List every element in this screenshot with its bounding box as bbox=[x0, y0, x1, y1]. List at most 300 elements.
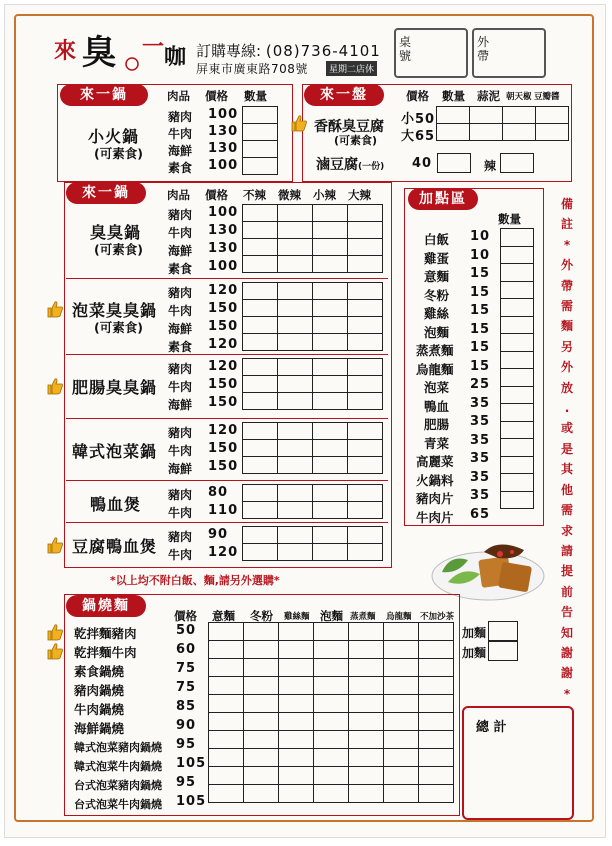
noodle-option-cell[interactable] bbox=[279, 749, 314, 767]
noodle-option-cell[interactable] bbox=[244, 767, 279, 785]
spice-cell[interactable] bbox=[278, 393, 313, 410]
noodle-item-name: 豬肉鍋燒 bbox=[74, 683, 125, 698]
big-pot-item-note: (可素食) bbox=[94, 320, 143, 335]
addon-item-name: 高麗菜 bbox=[416, 454, 454, 469]
spice-cell[interactable] bbox=[313, 317, 348, 334]
spice-cell[interactable] bbox=[348, 283, 383, 300]
spice-cell[interactable] bbox=[278, 502, 313, 519]
noodle-option-cell[interactable] bbox=[384, 731, 419, 749]
big-pot-meat: 豬肉 bbox=[168, 286, 193, 300]
noodle-option-cell[interactable] bbox=[384, 713, 419, 731]
plate-item1-price-small: 小50 bbox=[401, 112, 436, 127]
addon-qty-grid bbox=[500, 228, 534, 509]
spice-cell[interactable] bbox=[313, 457, 348, 474]
spice-cell[interactable] bbox=[313, 334, 348, 351]
noodle-option-cell[interactable] bbox=[314, 641, 349, 659]
spice-cell[interactable] bbox=[313, 283, 348, 300]
big-pot-price: 110 bbox=[208, 503, 239, 518]
addon-item-name: 蒸煮麵 bbox=[416, 343, 454, 358]
noodle-option-cell[interactable] bbox=[314, 731, 349, 749]
qty-cell[interactable] bbox=[243, 124, 278, 141]
plate-header-bean-paste: 豆瓣醬 bbox=[534, 92, 560, 102]
noodle-option-cell[interactable] bbox=[279, 767, 314, 785]
big-pot-header-light: 小辣 bbox=[313, 188, 336, 202]
noodle-option-cell[interactable] bbox=[209, 623, 244, 641]
noodle-option-cell[interactable] bbox=[244, 677, 279, 695]
side-note-char: 告 bbox=[560, 605, 573, 620]
spice-cell[interactable] bbox=[243, 527, 278, 544]
spice-cell[interactable] bbox=[243, 393, 278, 410]
noodle-item-price: 95 bbox=[176, 737, 197, 752]
noodle-grid bbox=[208, 622, 454, 803]
big-pot-price: 120 bbox=[208, 359, 239, 374]
extra-noodle-label-2: 加麵 bbox=[462, 646, 487, 660]
spice-cell[interactable] bbox=[243, 317, 278, 334]
qty-cell[interactable] bbox=[501, 386, 534, 404]
noodle-option-cell[interactable] bbox=[209, 785, 244, 803]
noodle-option-cell[interactable] bbox=[349, 749, 384, 767]
spice-cell[interactable] bbox=[348, 334, 383, 351]
noodle-option-cell[interactable] bbox=[209, 749, 244, 767]
noodle-option-cell[interactable] bbox=[279, 695, 314, 713]
thumbs-up-icon bbox=[46, 377, 64, 395]
spice-cell[interactable] bbox=[243, 440, 278, 457]
spice-cell[interactable] bbox=[313, 256, 348, 273]
small-pot-price: 100 bbox=[208, 158, 239, 173]
noodle-option-cell[interactable] bbox=[349, 623, 384, 641]
spice-cell[interactable] bbox=[278, 205, 313, 222]
noodle-option-cell[interactable] bbox=[419, 713, 454, 731]
big-pot-divider bbox=[66, 354, 388, 355]
spice-cell[interactable] bbox=[243, 300, 278, 317]
addon-item-price: 15 bbox=[470, 266, 491, 281]
big-pot-divider bbox=[66, 480, 388, 481]
noodle-option-cell[interactable] bbox=[244, 641, 279, 659]
noodle-option-cell[interactable] bbox=[314, 749, 349, 767]
noodle-item-name: 韓式泡菜牛肉鍋燒 bbox=[74, 760, 162, 773]
big-pot-header-mild: 不辣 bbox=[243, 188, 266, 202]
noodle-item-price: 50 bbox=[176, 623, 197, 638]
branch-badge: 星期二店休 bbox=[326, 61, 377, 76]
noodle-option-cell[interactable] bbox=[314, 695, 349, 713]
spice-cell[interactable] bbox=[348, 376, 383, 393]
qty-cell[interactable] bbox=[501, 316, 534, 334]
spice-cell[interactable] bbox=[348, 423, 383, 440]
big-pot-header-slight: 微辣 bbox=[278, 188, 301, 202]
noodle-option-cell[interactable] bbox=[314, 713, 349, 731]
plate-header-qty: 數量 bbox=[442, 89, 465, 103]
noodle-option-cell[interactable] bbox=[349, 659, 384, 677]
noodle-option-cell[interactable] bbox=[349, 767, 384, 785]
big-pot-price: 90 bbox=[208, 527, 229, 542]
big-pot-meat: 素食 bbox=[168, 340, 193, 354]
option-cell[interactable] bbox=[536, 124, 569, 141]
small-pot-meat: 海鮮 bbox=[168, 144, 193, 158]
qty-cell[interactable] bbox=[501, 264, 534, 282]
noodle-option-cell[interactable] bbox=[349, 731, 384, 749]
noodle-header: 泡麵 bbox=[320, 609, 343, 623]
side-note-char: 外 bbox=[560, 360, 573, 375]
thumbs-up-icon bbox=[290, 114, 308, 132]
noodle-option-cell[interactable] bbox=[244, 695, 279, 713]
noodle-item-name: 韓式泡菜豬肉鍋燒 bbox=[74, 741, 162, 754]
spice-cell[interactable] bbox=[243, 376, 278, 393]
plate-item2-qty-box[interactable] bbox=[437, 153, 471, 173]
noodle-option-cell[interactable] bbox=[244, 659, 279, 677]
noodle-option-cell[interactable] bbox=[279, 641, 314, 659]
big-pot-price: 150 bbox=[208, 301, 239, 316]
table-number-box[interactable] bbox=[394, 28, 468, 78]
noodle-option-cell[interactable] bbox=[244, 731, 279, 749]
extra-noodle-box-2[interactable] bbox=[488, 641, 518, 661]
spice-cell[interactable] bbox=[243, 205, 278, 222]
svg-text:一: 一 bbox=[142, 34, 165, 60]
spice-cell[interactable] bbox=[278, 485, 313, 502]
noodle-option-cell[interactable] bbox=[419, 767, 454, 785]
noodle-option-cell[interactable] bbox=[384, 677, 419, 695]
noodle-option-cell[interactable] bbox=[209, 677, 244, 695]
addon-item-price: 15 bbox=[470, 284, 491, 300]
plate-item1-price-large: 大65 bbox=[401, 129, 436, 144]
option-cell[interactable] bbox=[536, 107, 569, 124]
spice-cell[interactable] bbox=[278, 527, 313, 544]
spice-cell[interactable] bbox=[348, 222, 383, 239]
spice-cell[interactable] bbox=[243, 222, 278, 239]
spice-cell[interactable] bbox=[278, 283, 313, 300]
big-pot-meat: 牛肉 bbox=[168, 304, 193, 318]
spice-cell[interactable] bbox=[313, 440, 348, 457]
spice-cell[interactable] bbox=[348, 300, 383, 317]
spice-cell[interactable] bbox=[243, 239, 278, 256]
spice-cell[interactable] bbox=[278, 222, 313, 239]
small-pot-header-price: 價格 bbox=[205, 89, 228, 103]
noodle-option-cell[interactable] bbox=[279, 785, 314, 803]
small-pot-meat: 素食 bbox=[168, 161, 193, 175]
spice-cell[interactable] bbox=[243, 485, 278, 502]
spice-cell[interactable] bbox=[278, 256, 313, 273]
noodle-option-cell[interactable] bbox=[419, 695, 454, 713]
spice-cell[interactable] bbox=[348, 317, 383, 334]
extra-noodle-box-1[interactable] bbox=[488, 621, 518, 641]
spice-cell[interactable] bbox=[243, 334, 278, 351]
big-pot-meat: 豬肉 bbox=[168, 488, 193, 502]
option-cell[interactable] bbox=[470, 124, 503, 141]
plate-header-price: 價格 bbox=[406, 89, 429, 103]
noodle-option-cell[interactable] bbox=[209, 767, 244, 785]
noodle-option-cell[interactable] bbox=[419, 785, 454, 803]
spice-cell[interactable] bbox=[278, 317, 313, 334]
plate-item1-name: 香酥臭豆腐 bbox=[314, 119, 384, 135]
big-pot-title: 來一鍋 bbox=[66, 182, 146, 204]
spice-cell[interactable] bbox=[348, 485, 383, 502]
qty-cell[interactable] bbox=[437, 124, 470, 141]
addon-item-price: 15 bbox=[470, 303, 491, 318]
noodle-option-cell[interactable] bbox=[349, 785, 384, 803]
noodle-option-cell[interactable] bbox=[314, 785, 349, 803]
qty-cell[interactable] bbox=[243, 141, 278, 158]
big-pot-price: 150 bbox=[208, 395, 239, 410]
addon-item-price: 35 bbox=[470, 432, 491, 448]
addon-item-name: 火鍋料 bbox=[416, 472, 454, 488]
takeout-label: 外帶 bbox=[477, 35, 490, 63]
spice-cell[interactable] bbox=[313, 359, 348, 376]
noodle-option-cell[interactable] bbox=[244, 749, 279, 767]
noodle-option-cell[interactable] bbox=[419, 677, 454, 695]
addon-item-name: 肥腸 bbox=[424, 417, 450, 432]
noodle-option-cell[interactable] bbox=[419, 659, 454, 677]
noodle-header: 烏龍麵 bbox=[386, 612, 412, 622]
big-pot-item-name: 泡菜臭臭鍋 bbox=[72, 301, 158, 320]
small-pot-meat: 豬肉 bbox=[168, 110, 193, 124]
spice-cell[interactable] bbox=[278, 359, 313, 376]
spice-cell[interactable] bbox=[278, 239, 313, 256]
big-pot-meat: 豬肉 bbox=[168, 362, 193, 376]
noodle-option-cell[interactable] bbox=[244, 785, 279, 803]
noodle-option-cell[interactable] bbox=[209, 695, 244, 713]
noodle-option-cell[interactable] bbox=[349, 695, 384, 713]
plate-header-chili: 朝天椒 bbox=[506, 92, 532, 102]
noodle-option-cell[interactable] bbox=[279, 677, 314, 695]
noodle-option-cell[interactable] bbox=[209, 659, 244, 677]
takeout-box[interactable] bbox=[472, 28, 546, 78]
noodle-option-cell[interactable] bbox=[384, 641, 419, 659]
noodle-option-cell[interactable] bbox=[384, 659, 419, 677]
side-note-char: 備 bbox=[560, 197, 573, 211]
addon-item-name: 鴨血 bbox=[424, 398, 450, 414]
spice-cell[interactable] bbox=[348, 393, 383, 410]
svg-text:咖: 咖 bbox=[164, 44, 187, 70]
big-pot-divider bbox=[66, 278, 388, 279]
qty-cell[interactable] bbox=[501, 421, 534, 439]
addon-item-name: 白飯 bbox=[424, 232, 450, 247]
big-pot-meat: 牛肉 bbox=[168, 444, 193, 458]
noodle-option-cell[interactable] bbox=[279, 659, 314, 677]
spice-cell[interactable] bbox=[348, 205, 383, 222]
spice-cell[interactable] bbox=[243, 502, 278, 519]
noodle-option-cell[interactable] bbox=[384, 695, 419, 713]
noodle-option-cell[interactable] bbox=[209, 713, 244, 731]
spice-cell[interactable] bbox=[313, 485, 348, 502]
big-pot-meat: 海鮮 bbox=[168, 244, 193, 258]
noodle-item-price: 105 bbox=[176, 756, 207, 771]
small-pot-meat: 牛肉 bbox=[168, 127, 193, 141]
spice-cell[interactable] bbox=[243, 359, 278, 376]
order-line bbox=[196, 40, 381, 61]
side-note-char: 其 bbox=[560, 462, 573, 477]
noodle-option-cell[interactable] bbox=[384, 785, 419, 803]
noodle-item-name: 素食鍋燒 bbox=[74, 664, 125, 679]
big-pot-price: 150 bbox=[208, 459, 239, 474]
noodle-header: 不加沙茶 bbox=[420, 612, 455, 622]
big-pot-spice-grid bbox=[242, 282, 383, 351]
spice-cell[interactable] bbox=[348, 440, 383, 457]
qty-cell[interactable] bbox=[501, 369, 534, 387]
noodle-option-cell[interactable] bbox=[209, 641, 244, 659]
addon-item-price: 35 bbox=[470, 414, 491, 429]
big-pot-spice-grid bbox=[242, 526, 383, 561]
qty-cell[interactable] bbox=[501, 246, 534, 264]
spice-cell[interactable] bbox=[278, 334, 313, 351]
spice-cell[interactable] bbox=[278, 457, 313, 474]
addon-item-name: 雞蛋 bbox=[424, 250, 450, 266]
spice-cell[interactable] bbox=[348, 544, 383, 561]
brand-logo bbox=[52, 24, 192, 74]
spice-cell[interactable] bbox=[313, 222, 348, 239]
big-pot-spice-grid bbox=[242, 484, 383, 519]
big-pot-item-name: 韓式泡菜鍋 bbox=[72, 442, 158, 461]
plate-item2-spicy-box[interactable] bbox=[500, 153, 534, 173]
big-pot-spice-grid bbox=[242, 204, 383, 273]
qty-cell[interactable] bbox=[501, 229, 534, 247]
small-pot-price: 130 bbox=[208, 141, 239, 156]
big-pot-price: 120 bbox=[208, 423, 239, 438]
qty-cell[interactable] bbox=[437, 107, 470, 124]
spice-cell[interactable] bbox=[348, 239, 383, 256]
noodle-option-cell[interactable] bbox=[314, 659, 349, 677]
menu-content bbox=[4, 4, 604, 836]
spice-cell[interactable] bbox=[313, 393, 348, 410]
spice-cell[interactable] bbox=[243, 544, 278, 561]
side-note-char: 謝 bbox=[560, 645, 573, 660]
addon-item-name: 意麵 bbox=[424, 269, 450, 284]
side-note-char: 需 bbox=[560, 299, 573, 314]
noodle-option-cell[interactable] bbox=[384, 749, 419, 767]
addon-item-name: 冬粉 bbox=[424, 287, 450, 303]
noodle-header: 冬粉 bbox=[250, 609, 273, 623]
noodle-option-cell[interactable] bbox=[419, 731, 454, 749]
spice-cell[interactable] bbox=[313, 527, 348, 544]
addon-item-name: 牛肉片 bbox=[416, 509, 454, 525]
spice-cell[interactable] bbox=[243, 423, 278, 440]
noodle-option-cell[interactable] bbox=[244, 713, 279, 731]
spice-cell[interactable] bbox=[348, 527, 383, 544]
side-note-char: 另 bbox=[560, 339, 573, 354]
spice-cell[interactable] bbox=[243, 457, 278, 474]
addon-item-price: 25 bbox=[470, 377, 491, 392]
spice-cell[interactable] bbox=[313, 376, 348, 393]
noodle-item-price: 90 bbox=[176, 718, 197, 733]
spice-cell[interactable] bbox=[243, 283, 278, 300]
spice-cell[interactable] bbox=[313, 300, 348, 317]
big-pot-header-price: 價格 bbox=[205, 188, 228, 202]
stinky-tofu-picture bbox=[428, 524, 548, 604]
big-pot-price: 80 bbox=[208, 485, 229, 500]
noodle-option-cell[interactable] bbox=[349, 677, 384, 695]
qty-cell[interactable] bbox=[501, 456, 534, 474]
big-pot-meat: 素食 bbox=[168, 262, 193, 276]
spice-cell[interactable] bbox=[313, 423, 348, 440]
extra-noodle-label-1: 加麵 bbox=[462, 626, 487, 640]
qty-cell[interactable] bbox=[501, 334, 534, 352]
noodle-option-cell[interactable] bbox=[314, 623, 349, 641]
spice-cell[interactable] bbox=[348, 457, 383, 474]
option-cell[interactable] bbox=[503, 124, 536, 141]
big-pot-price: 150 bbox=[208, 377, 239, 392]
side-note-char: 帶 bbox=[560, 278, 573, 293]
spice-cell[interactable] bbox=[348, 502, 383, 519]
addon-item-price: 15 bbox=[470, 340, 491, 355]
side-note-char: 註 bbox=[560, 217, 573, 232]
spice-cell[interactable] bbox=[278, 544, 313, 561]
qty-cell[interactable] bbox=[501, 281, 534, 299]
big-pot-item-name: 肥腸臭臭鍋 bbox=[72, 378, 158, 397]
noodle-option-cell[interactable] bbox=[244, 623, 279, 641]
addon-item-price: 35 bbox=[470, 451, 491, 466]
addon-item-name: 青菜 bbox=[424, 435, 450, 451]
big-pot-meat: 牛肉 bbox=[168, 380, 193, 394]
side-note-char: 前 bbox=[560, 584, 573, 599]
spice-cell[interactable] bbox=[313, 544, 348, 561]
noodle-option-cell[interactable] bbox=[279, 731, 314, 749]
noodle-option-cell[interactable] bbox=[314, 767, 349, 785]
side-note-char: 他 bbox=[560, 482, 573, 497]
spice-cell[interactable] bbox=[313, 205, 348, 222]
noodle-option-cell[interactable] bbox=[279, 623, 314, 641]
noodle-option-cell[interactable] bbox=[384, 623, 419, 641]
spice-cell[interactable] bbox=[313, 502, 348, 519]
noodle-option-cell[interactable] bbox=[384, 767, 419, 785]
spice-cell[interactable] bbox=[278, 376, 313, 393]
big-pot-header-meat: 肉品 bbox=[167, 188, 190, 202]
noodle-option-cell[interactable] bbox=[419, 749, 454, 767]
noodle-item-price: 75 bbox=[176, 680, 197, 695]
spice-cell[interactable] bbox=[348, 256, 383, 273]
option-cell[interactable] bbox=[470, 107, 503, 124]
noodle-option-cell[interactable] bbox=[419, 641, 454, 659]
addon-item-price: 65 bbox=[470, 506, 491, 522]
noodle-option-cell[interactable] bbox=[419, 623, 454, 641]
qty-cell[interactable] bbox=[501, 351, 534, 369]
qty-cell[interactable] bbox=[243, 107, 278, 124]
big-pot-footnote: *以上均不附白飯、麵,請另外選購* bbox=[110, 574, 280, 587]
addon-item-price: 35 bbox=[470, 395, 491, 411]
big-pot-meat: 牛肉 bbox=[168, 506, 193, 520]
noodle-option-cell[interactable] bbox=[279, 713, 314, 731]
qty-cell[interactable] bbox=[501, 474, 534, 492]
qty-cell[interactable] bbox=[501, 439, 534, 457]
side-note-char: 需 bbox=[560, 503, 573, 518]
noodle-header: 蒸煮麵 bbox=[350, 612, 376, 622]
option-cell[interactable] bbox=[503, 107, 536, 124]
big-pot-header-hot: 大辣 bbox=[348, 188, 371, 202]
noodle-option-cell[interactable] bbox=[349, 713, 384, 731]
spice-cell[interactable] bbox=[313, 239, 348, 256]
big-pot-spice-grid bbox=[242, 422, 383, 474]
side-note-char: 請 bbox=[560, 543, 573, 558]
total-label: 總 計 bbox=[476, 720, 507, 735]
spice-cell[interactable] bbox=[278, 440, 313, 457]
noodle-option-cell[interactable] bbox=[349, 641, 384, 659]
qty-cell[interactable] bbox=[501, 404, 534, 422]
total-box[interactable] bbox=[462, 706, 574, 820]
spice-cell[interactable] bbox=[348, 359, 383, 376]
qty-cell[interactable] bbox=[243, 158, 278, 175]
side-note-char: * bbox=[563, 686, 571, 701]
noodle-header: 價格 bbox=[174, 609, 197, 623]
spice-cell[interactable] bbox=[278, 423, 313, 440]
side-note-char: 提 bbox=[560, 564, 573, 579]
side-note-char: * bbox=[563, 237, 571, 252]
noodle-option-cell[interactable] bbox=[314, 677, 349, 695]
side-note-char: 是 bbox=[560, 441, 573, 456]
big-pot-price: 130 bbox=[208, 241, 239, 256]
noodle-option-cell[interactable] bbox=[209, 731, 244, 749]
qty-cell[interactable] bbox=[501, 491, 534, 509]
small-pot-header-qty: 數量 bbox=[244, 89, 267, 103]
spice-cell[interactable] bbox=[278, 300, 313, 317]
spice-cell[interactable] bbox=[243, 256, 278, 273]
qty-cell[interactable] bbox=[501, 299, 534, 317]
